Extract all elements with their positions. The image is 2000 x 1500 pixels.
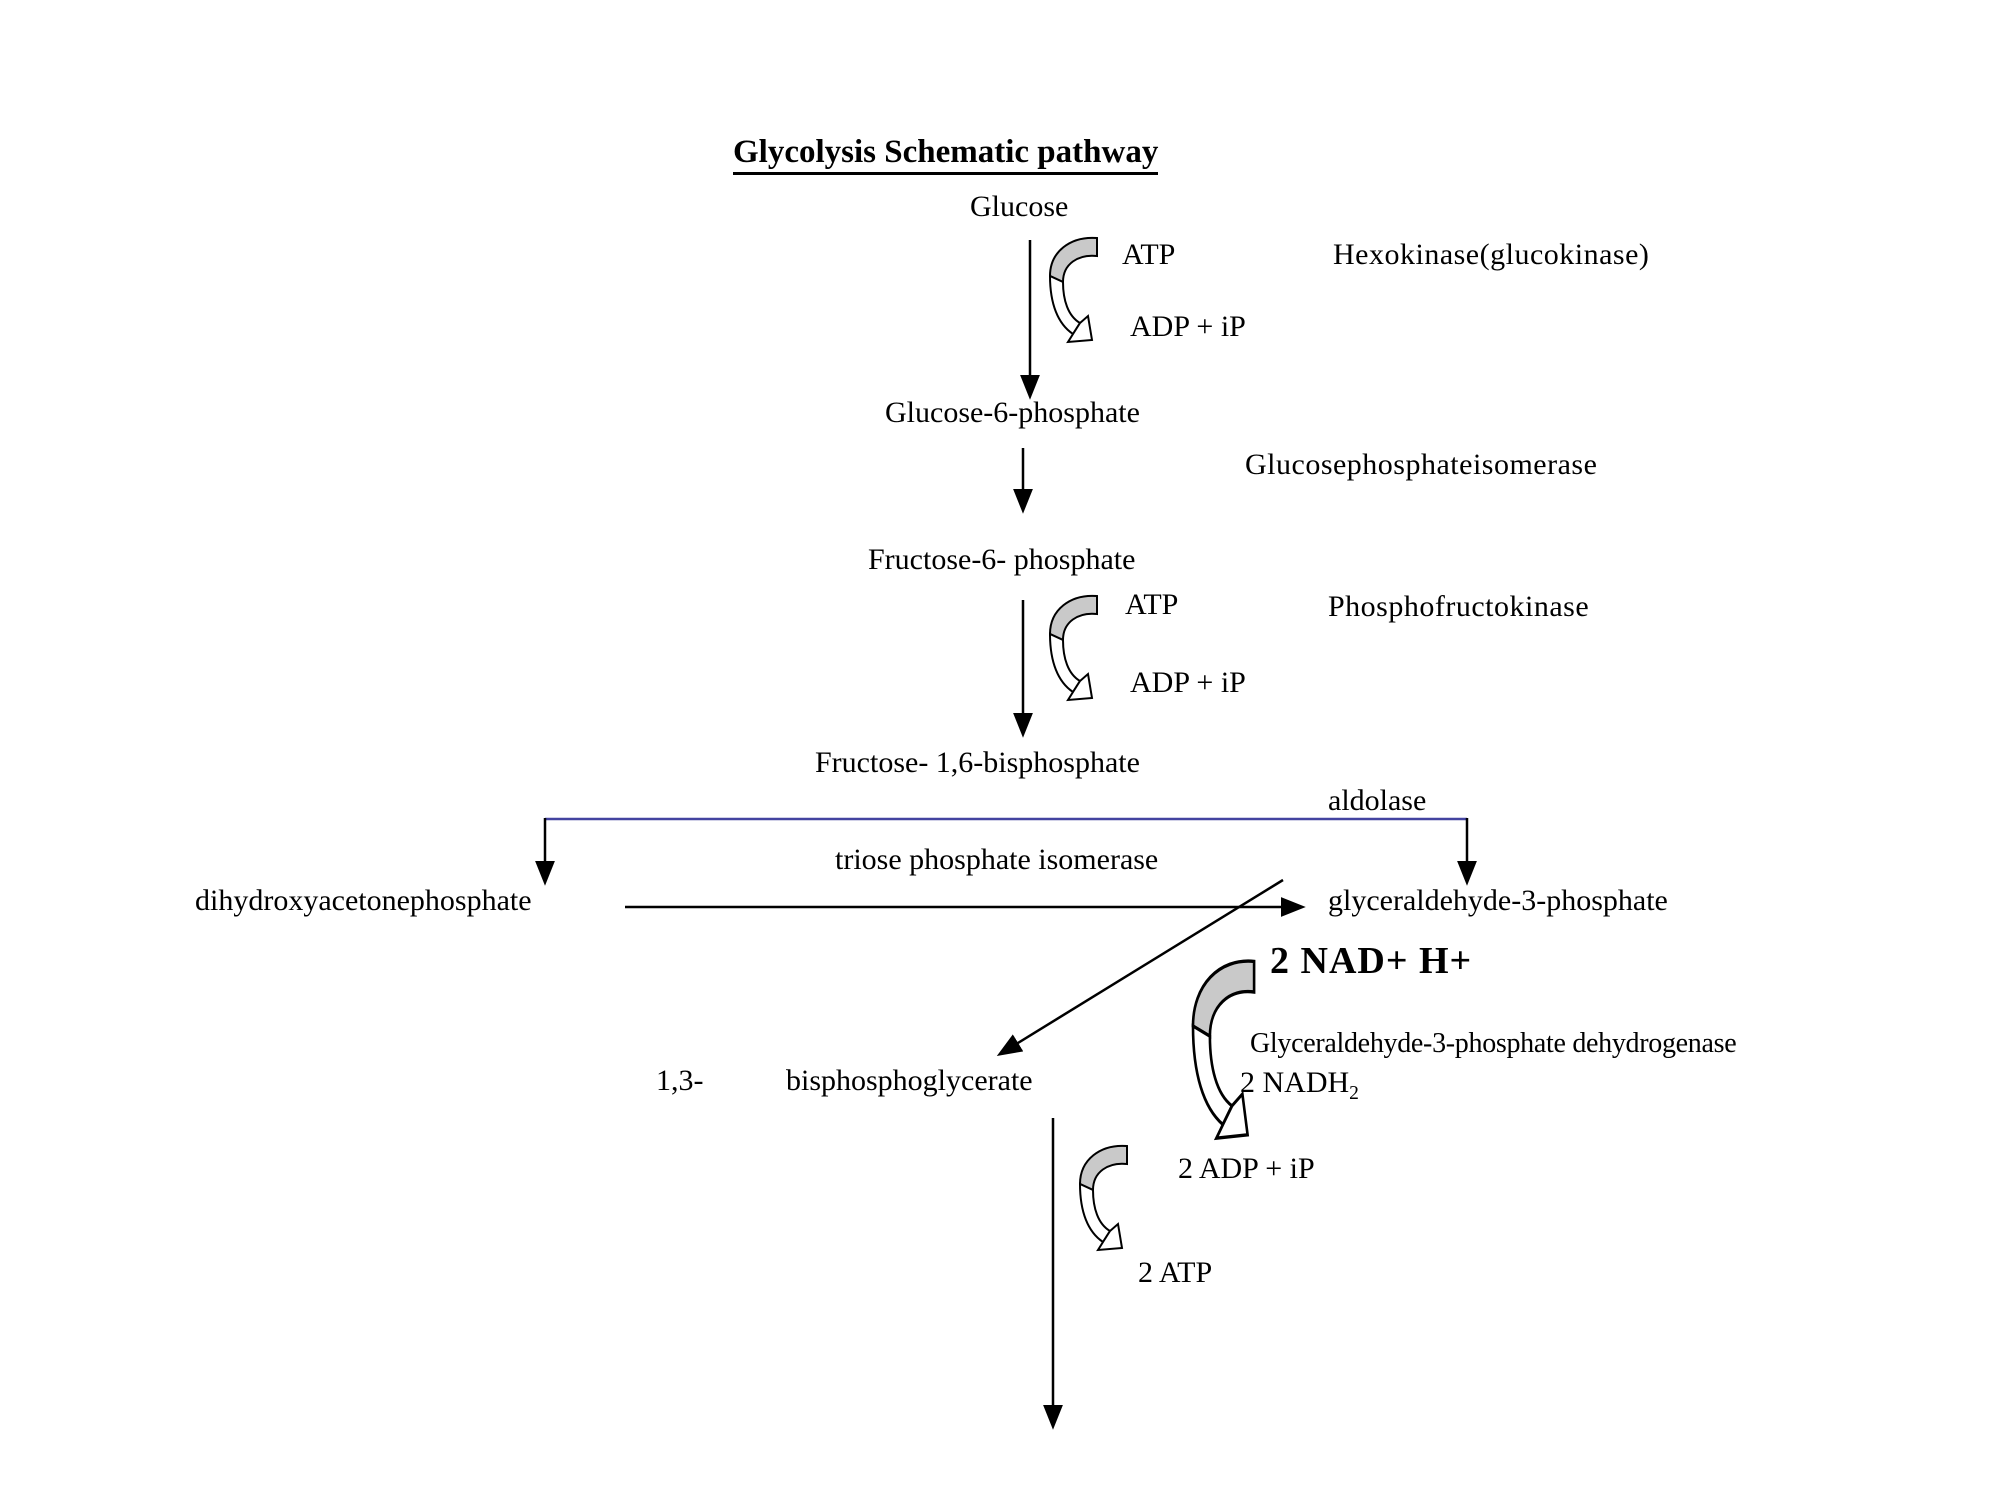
cofactor-nad-in: 2 NAD+ H+: [1270, 940, 1473, 982]
cofactor-nadh-out: [1240, 1066, 1359, 1105]
curved-arrow-atp-adp-2-icon: [1050, 596, 1097, 700]
cofactor-atp-in-2: ATP: [1125, 588, 1179, 621]
cofactor-adp-in-3: 2 ADP + iP: [1178, 1152, 1315, 1185]
node-dihydroxyacetonephosphate: dihydroxyacetonephosphate: [195, 884, 532, 917]
enzyme-phosphofructokinase: Phosphofructokinase: [1328, 590, 1590, 623]
cofactor-atp-out-3: 2 ATP: [1138, 1256, 1213, 1289]
node-glucose-6-phosphate: Glucose-6-phosphate: [885, 396, 1140, 429]
curved-arrow-nad-nadh-icon: [1193, 961, 1254, 1138]
curved-arrow-adp-atp-icon: [1080, 1146, 1127, 1250]
enzyme-glucosephosphateisomerase: Glucosephosphateisomerase: [1245, 448, 1598, 481]
nadh-subscript: 2: [1349, 1083, 1359, 1104]
node-glucose: Glucose: [970, 190, 1069, 223]
nadh-label: 2 NADH: [1240, 1066, 1350, 1099]
enzyme-aldolase: aldolase: [1328, 784, 1427, 817]
node-fructose-6-phosphate: Fructose-6- phosphate: [868, 543, 1136, 576]
cofactor-atp-in-1: ATP: [1122, 238, 1176, 271]
page-title: Glycolysis Schematic pathway: [733, 134, 1158, 175]
cofactor-adp-out-2: ADP + iP: [1130, 666, 1246, 699]
node-bisphosphoglycerate: bisphosphoglycerate: [786, 1064, 1033, 1097]
enzyme-triose-phosphate-isomerase: triose phosphate isomerase: [835, 843, 1159, 876]
cofactor-adp-out-1: ADP + iP: [1130, 310, 1246, 343]
node-fructose-16-bisphosphate: Fructose- 1,6-bisphosphate: [815, 746, 1140, 779]
curved-arrow-atp-adp-1-icon: [1050, 238, 1097, 342]
node-glyceraldehyde-3-phosphate: glyceraldehyde-3-phosphate: [1328, 884, 1668, 917]
enzyme-hexokinase: Hexokinase(glucokinase): [1333, 238, 1650, 271]
enzyme-gapdh: Glyceraldehyde-3-phosphate dehydrogenase: [1250, 1028, 1737, 1059]
node-bpg-prefix: 1,3-: [656, 1064, 704, 1097]
